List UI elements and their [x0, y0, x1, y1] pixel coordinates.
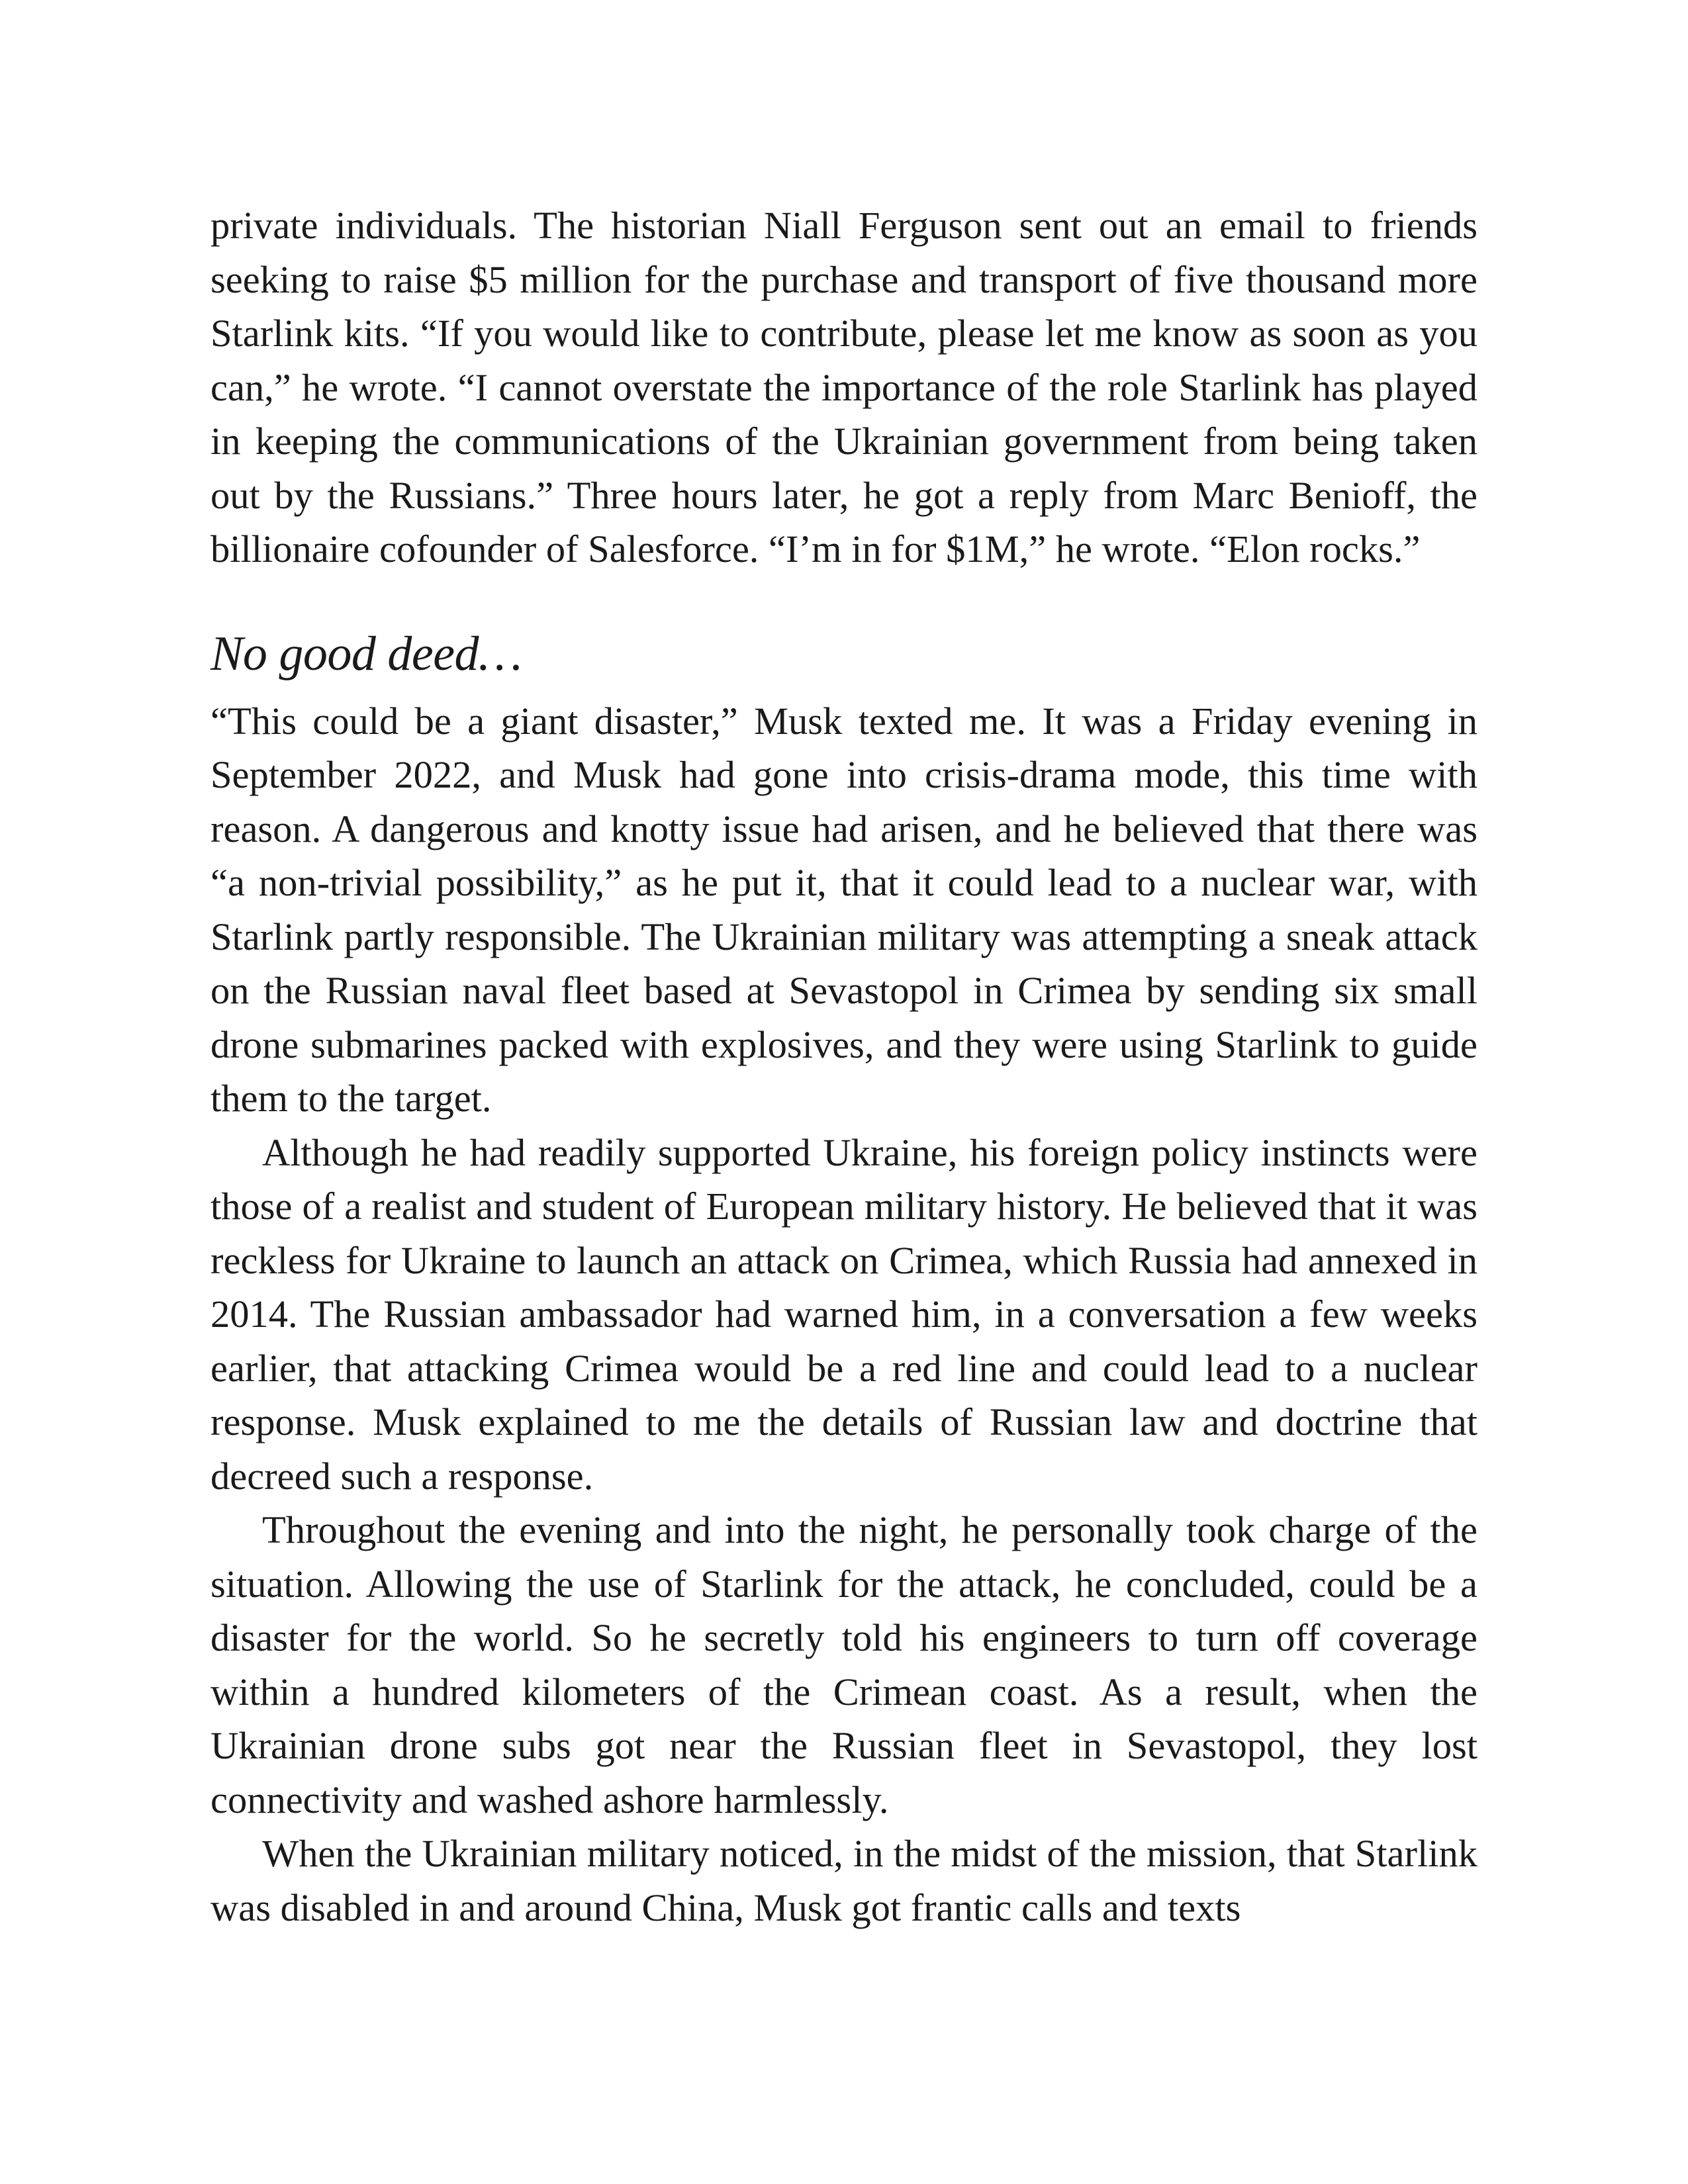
paragraph-2: Although he had readily supported Ukraine, his foreign policy instincts were those of a realist and student of European military history. He believed that it was reckless for Ukraine to launch an attack on Crimea, which Russia had annexed in 2014. The Russian ambassador had warned him, in a conversation a few weeks earlier, that attacking Crimea would be a red line and could lead to a nuclear response. Musk explained to me the details of Russian law and doctrine that decreed such a response.	[211, 1130, 1477, 1498]
paragraph-4: When the Ukrainian military noticed, in the midst of the mission, that Starlink was disabled in and around China, Musk got frantic calls and texts	[211, 1832, 1477, 1929]
section-heading: No good deed…	[211, 626, 522, 681]
paragraph-continued: private individuals. The historian Niall Ferguson sent out an email to friends seeking to raise $5 million for the purchase and transport of five thousand more Starlink kits. “If you would like to contribute, please let me know as soon as you can,” he wrote. “I cannot overstate the importance of the role Starlink has played in keeping the communications of the Ukrainian government from being taken out by the Russians.” Three hours later, he got a reply from Marc Benioff, the billionaire cofounder of Salesforce. “I’m in for $1M,” he wrote. “Elon rocks.”	[211, 204, 1477, 570]
paragraph-1: “This could be a giant disaster,” Musk texted me. It was a Friday evening in September 2022, and Musk had gone into crisis-drama mode, this time with reason. A dangerous and knotty issue had arisen, and he believed that there was “a non-trivial possibility,” as he put it, that it could lead to a nuclear war, with Starlink partly responsible. The Ukrainian military was attempting a sneak attack on the Russian naval fleet based at Sevastopol in Crimea by sending six small drone submarines packed with explosives, and they were using Starlink to guide them to the target.	[211, 699, 1477, 1120]
page-body	[211, 199, 1477, 1934]
paragraph-3: Throughout the evening and into the night, he personally took charge of the situation. Allowing the use of Starlink for the attack, he concluded, could be a disaster for the world. So he secretly told his engineers to turn off coverage within a hundred kilometers of the Crimean coast. As a result, when the Ukrainian drone subs got near the Russian fleet in Sevastopol, they lost connectivity and washed ashore harmlessly.	[211, 1508, 1477, 1821]
